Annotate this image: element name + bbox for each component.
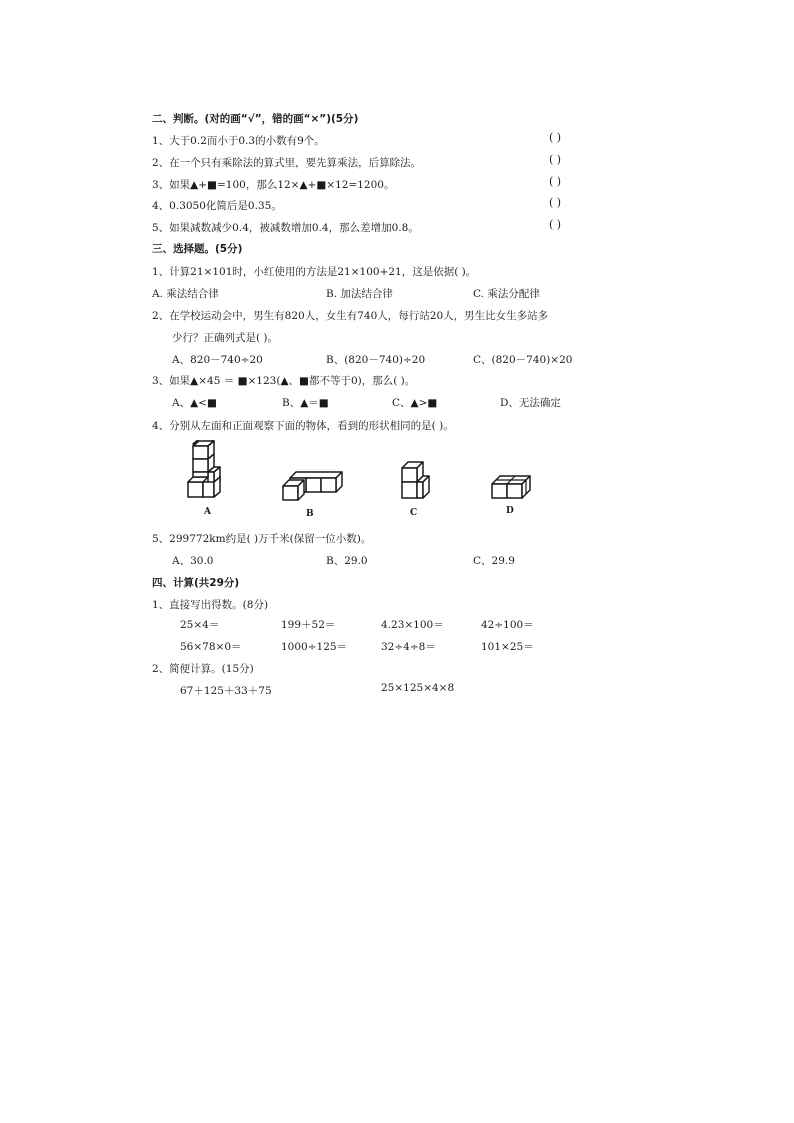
section-3-title: 三、选择题。(5分) [152, 243, 243, 255]
figure-a-label: A [204, 507, 211, 517]
choice-q1: 1、计算21×101时，小红使用的方法是21×100+21，这是依据( )。 [152, 266, 477, 278]
section-2-title: 二、判断。(对的画“√”，错的画“×”)(5分) [152, 113, 359, 125]
answer-blank-5[interactable]: ( ) [549, 218, 562, 231]
cube-figure-b[interactable] [280, 468, 344, 504]
q2-option-b[interactable]: B、(820－740)÷20 [326, 354, 426, 366]
simplify-expr-1: 67＋125＋33＋75 [180, 685, 272, 697]
answer-blank-4[interactable]: ( ) [549, 196, 562, 209]
calc-1-1: 25×4＝ [180, 619, 220, 631]
calc-2-1: 56×78×0＝ [180, 641, 242, 653]
cube-figure-a[interactable] [184, 440, 224, 502]
q1-option-a[interactable]: A. 乘法结合律 [152, 288, 219, 300]
calc-sub2-title: 2、简便计算。(15分) [152, 663, 254, 675]
q3-option-a[interactable]: A、▲<■ [172, 397, 217, 409]
q3-option-c[interactable]: C、▲>■ [392, 397, 438, 409]
cube-figure-c[interactable] [398, 460, 434, 504]
judgement-item-4: 4、0.3050化简后是0.35。 [152, 200, 282, 212]
calc-2-2: 1000÷125＝ [281, 641, 348, 653]
choice-q5: 5、299772km约是( )万千米(保留一位小数)。 [152, 533, 372, 545]
judgement-item-3: 3、如果▲+■=100，那么12×▲+■×12=1200。 [152, 179, 395, 191]
calc-1-3: 4.23×100＝ [381, 619, 444, 631]
calc-1-4: 42÷100＝ [481, 619, 534, 631]
q1-option-b[interactable]: B. 加法结合律 [326, 288, 393, 300]
calc-1-2: 199＋52＝ [281, 619, 336, 631]
simplify-expr-2: 25×125×4×8 [381, 682, 455, 694]
judgement-item-1: 1、大于0.2而小于0.3的小数有9个。 [152, 135, 325, 147]
answer-blank-2[interactable]: ( ) [549, 153, 562, 166]
q3-option-b[interactable]: B、▲＝■ [282, 397, 329, 409]
calc-2-3: 32÷4÷8＝ [381, 641, 436, 653]
answer-blank-3[interactable]: ( ) [549, 175, 562, 188]
figure-c-label: C [410, 508, 418, 518]
figure-b-label: B [306, 509, 314, 519]
q2-option-a[interactable]: A、820－740÷20 [172, 354, 263, 366]
choice-q3: 3、如果▲×45 ＝ ■×123(▲、■都不等于0)，那么( )。 [152, 375, 416, 387]
section-4-title: 四、计算(共29分) [152, 577, 240, 589]
choice-q4: 4、分别从左面和正面观察下面的物体，看到的形状相同的是( )。 [152, 420, 454, 432]
q2-option-c[interactable]: C、(820－740)×20 [473, 354, 573, 366]
cube-figure-d[interactable] [488, 470, 538, 504]
q5-option-c[interactable]: C、29.9 [473, 555, 515, 567]
judgement-item-2: 2、在一个只有乘除法的算式里，要先算乘法，后算除法。 [152, 157, 422, 169]
q5-option-b[interactable]: B、29.0 [326, 555, 368, 567]
q1-option-c[interactable]: C. 乘法分配律 [473, 288, 540, 300]
calc-sub1-title: 1、直接写出得数。(8分) [152, 599, 269, 611]
q3-option-d[interactable]: D、无法确定 [500, 397, 561, 409]
calc-2-4: 101×25＝ [481, 641, 534, 653]
figure-d-label: D [506, 506, 514, 516]
judgement-item-5: 5、如果减数减少0.4，被减数增加0.4，那么差增加0.8。 [152, 222, 419, 234]
choice-q2-line1: 2、在学校运动会中，男生有820人，女生有740人，每行站20人，男生比女生多站多 [152, 310, 549, 322]
answer-blank-1[interactable]: ( ) [549, 131, 562, 144]
q5-option-a[interactable]: A、30.0 [172, 555, 214, 567]
choice-q2-line2: 少行？正确列式是( )。 [172, 332, 279, 344]
